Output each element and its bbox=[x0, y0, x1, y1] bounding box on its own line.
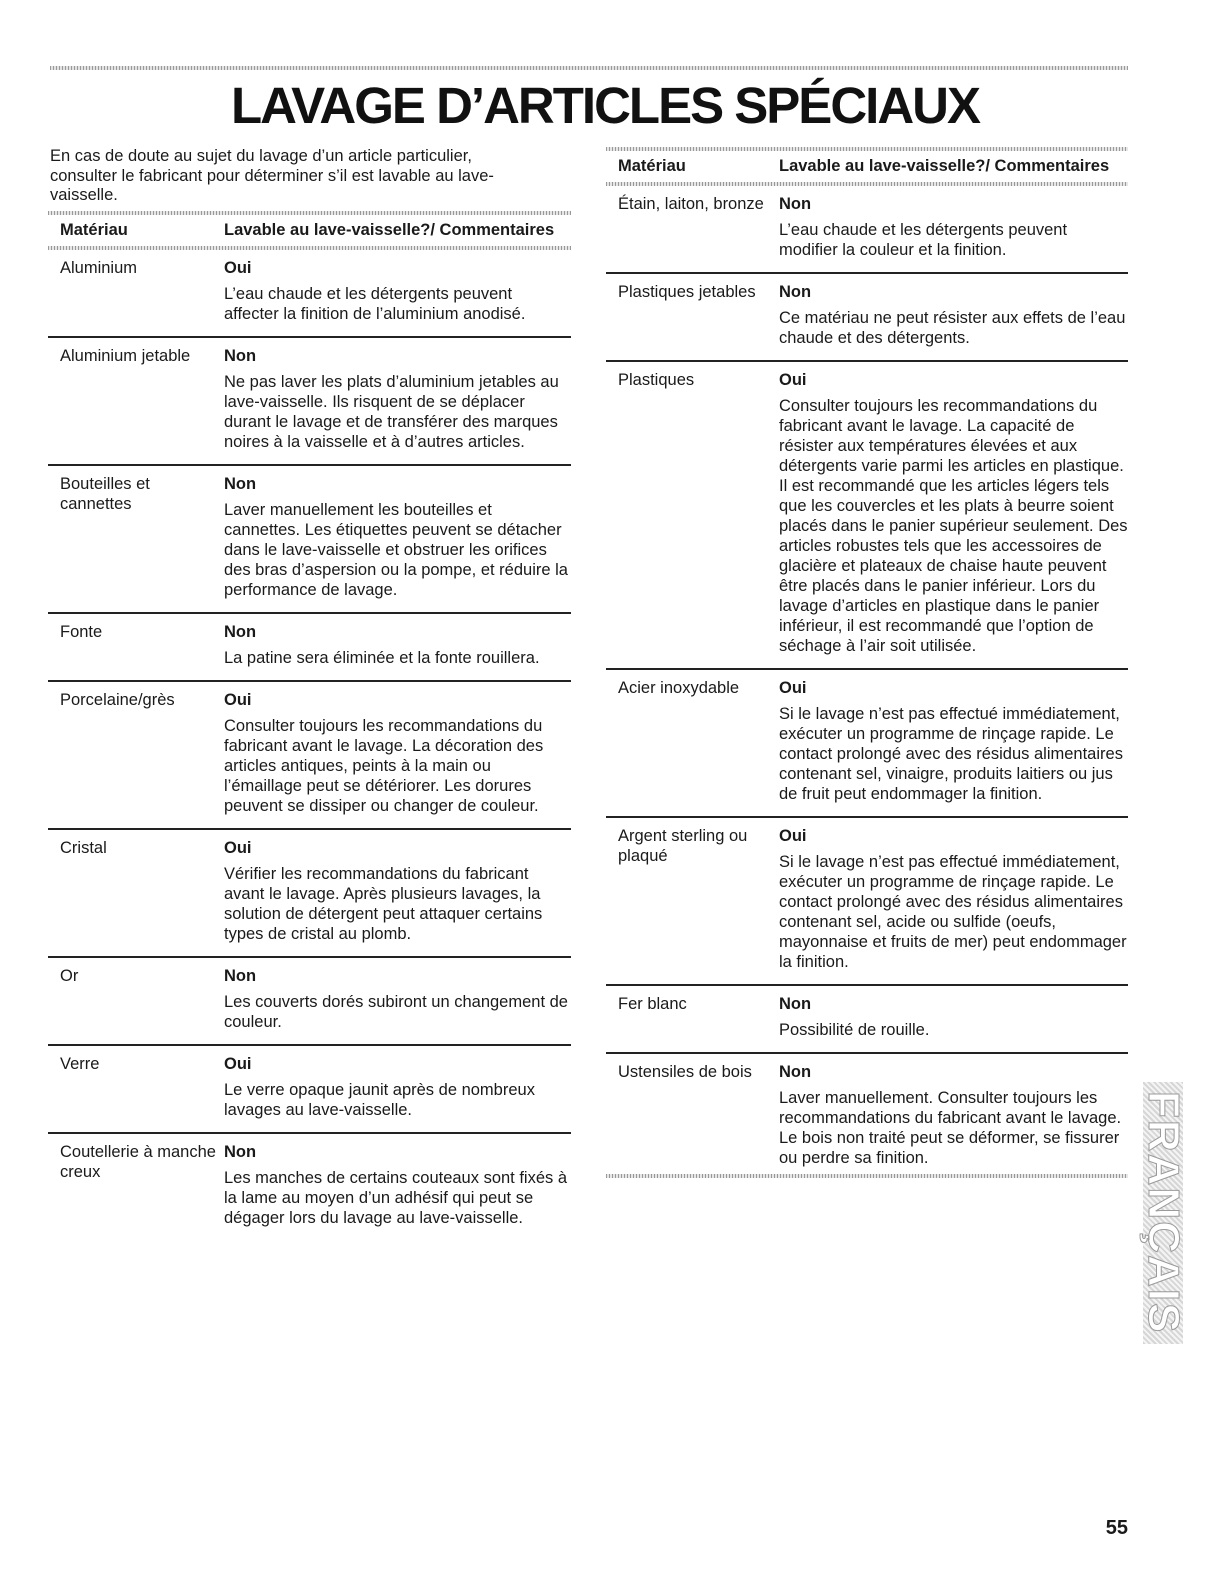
material-name: Fer blanc bbox=[618, 995, 687, 1013]
table-header bbox=[48, 215, 571, 246]
table-row bbox=[48, 338, 571, 466]
comment-text: Si le lavage n’est pas effectué immédiatement, exécuter un programme de rinçage rapide. Le contact prolongé avec des résidus alimentaires contenant sel, vinaigre, produits laitiers ou jus de fruit peut endommager la finition. bbox=[779, 705, 1123, 803]
material-name: Ustensiles de bois bbox=[618, 1063, 752, 1081]
comment-text: Possibilité de rouille. bbox=[779, 1021, 930, 1039]
comment-text: Vérifier les recommandations du fabricant avant le lavage. Après plusieurs lavages, la solution de détergent peut attaquer certains types de cristal au plomb. bbox=[224, 865, 543, 943]
comment-cell bbox=[779, 994, 1128, 1040]
material-name: Porcelaine/grès bbox=[60, 691, 175, 709]
page-number: 55 bbox=[1105, 1517, 1128, 1539]
dishwasher-verdict: Non bbox=[779, 995, 812, 1013]
comment-text: L’eau chaude et les détergents peuvent modifier la couleur et la finition. bbox=[779, 221, 1068, 259]
comment-text: Si le lavage n’est pas effectué immédiatement, exécuter un programme de rinçage rapide. Le contact prolongé avec des résidus alimentaires contenant sel, acide ou sulfide (oeufs, mayonnaise et fruits de mer) peut endommager la finition. bbox=[779, 853, 1127, 971]
comment-text: La patine sera éliminée et la fonte rouillera. bbox=[224, 649, 540, 667]
left-materials-table bbox=[48, 211, 571, 1234]
table-row bbox=[606, 818, 1128, 986]
language-side-tab-label: FRANÇAIS bbox=[1139, 1091, 1188, 1335]
comment-cell bbox=[779, 826, 1128, 972]
comment-text: Ce matériau ne peut résister aux effets de l’eau chaude et des détergents. bbox=[779, 309, 1126, 347]
comment-cell bbox=[779, 678, 1128, 804]
material-name: Acier inoxydable bbox=[618, 679, 740, 697]
comment-cell bbox=[779, 282, 1128, 348]
dishwasher-verdict: Non bbox=[224, 347, 257, 365]
material-name: Cristal bbox=[60, 839, 107, 857]
comment-text: Les couverts dorés subiront un changement de couleur. bbox=[224, 993, 568, 1031]
comment-cell bbox=[224, 690, 571, 816]
comment-text: Laver manuellement les bouteilles et cannettes. Les étiquettes peuvent se détacher dans le lave-vaisselle et obstruer les orifices des bras d’aspersion ou la pompe, et réduire la performance de lavage. bbox=[224, 501, 568, 599]
dishwasher-verdict: Non bbox=[779, 1063, 812, 1081]
dishwasher-verdict: Non bbox=[224, 623, 257, 641]
comment-text: L’eau chaude et les détergents peuvent affecter la finition de l’aluminium anodisé. bbox=[224, 285, 526, 323]
comment-cell bbox=[224, 1054, 571, 1120]
material-name: Aluminium jetable bbox=[60, 347, 191, 365]
dishwasher-verdict: Oui bbox=[779, 371, 807, 389]
table-row bbox=[48, 250, 571, 338]
table-row bbox=[48, 1046, 571, 1134]
dishwasher-verdict: Oui bbox=[779, 827, 807, 845]
comment-cell bbox=[779, 1062, 1128, 1168]
material-name: Étain, laiton, bronze bbox=[618, 195, 764, 213]
table-row bbox=[48, 1134, 571, 1234]
table-row bbox=[48, 958, 571, 1046]
right-table-body bbox=[606, 186, 1128, 1174]
header-material: Matériau bbox=[60, 221, 128, 239]
table-row bbox=[606, 362, 1128, 670]
comment-cell bbox=[779, 194, 1128, 260]
material-name: Aluminium bbox=[60, 259, 138, 277]
comment-text: Consulter toujours les recommandations du fabricant avant le lavage. La décoration des articles antiques, peints à la main ou l’émaillage peut se détériorer. Les dorures peuvent se dissiper ou changer de couleur. bbox=[224, 717, 544, 815]
right-materials-table bbox=[606, 147, 1128, 1178]
dishwasher-verdict: Oui bbox=[224, 839, 252, 857]
left-table-body bbox=[48, 250, 571, 1234]
comment-text: Le verre opaque jaunit après de nombreux lavages au lave-vaisselle. bbox=[224, 1081, 535, 1119]
comment-text: Consulter toujours les recommandations du fabricant avant le lavage. La capacité de résister aux températures élevées et aux détergents varie parmi les articles en plastique. Il est recommandé que les articles légers tels que les couvercles et les plats à beurre soient placés dans le panier supérieur seulement. Des articles robustes tels que les accessoires de glacière et plateaux de chaise haute peuvent être placés dans le panier inférieur. Lors du lavage d’articles en plastique dans le panier inférieur, il est recommandé que l’option de séchage à l’air soit utilisée. bbox=[779, 397, 1128, 655]
dishwasher-verdict: Oui bbox=[224, 259, 252, 277]
comment-cell bbox=[224, 1142, 571, 1228]
comment-cell bbox=[224, 258, 571, 324]
table-row bbox=[48, 682, 571, 830]
material-name: Or bbox=[60, 967, 79, 985]
material-name: Plastiques bbox=[618, 371, 695, 389]
table-bottom-rule bbox=[606, 1174, 1128, 1178]
comment-cell bbox=[224, 622, 571, 668]
comment-cell bbox=[224, 474, 571, 600]
dishwasher-verdict: Non bbox=[779, 195, 812, 213]
comment-cell bbox=[224, 838, 571, 944]
table-row bbox=[606, 186, 1128, 274]
dishwasher-verdict: Oui bbox=[224, 691, 252, 709]
intro-paragraph: En cas de doute au sujet du lavage d’un article particulier, consulter le fabricant pour déterminer s’il est lavable au lave-vaisselle. bbox=[50, 147, 494, 204]
top-dotted-rule bbox=[50, 66, 1128, 70]
material-name: Coutellerie à manche creux bbox=[60, 1143, 216, 1181]
dishwasher-verdict: Non bbox=[224, 1143, 257, 1161]
table-row bbox=[606, 986, 1128, 1054]
dishwasher-verdict: Oui bbox=[224, 1055, 252, 1073]
table-row bbox=[48, 830, 571, 958]
table-row bbox=[606, 274, 1128, 362]
material-name: Verre bbox=[60, 1055, 100, 1073]
dishwasher-verdict: Non bbox=[224, 475, 257, 493]
dishwasher-verdict: Oui bbox=[779, 679, 807, 697]
comment-cell bbox=[224, 966, 571, 1032]
table-row bbox=[606, 1054, 1128, 1174]
table-row bbox=[48, 614, 571, 682]
material-name: Argent sterling ou plaqué bbox=[618, 827, 748, 865]
header-comments: Lavable au lave-vaisselle?/ Commentaires bbox=[224, 221, 555, 239]
table-row bbox=[606, 670, 1128, 818]
header-comments: Lavable au lave-vaisselle?/ Commentaires bbox=[779, 157, 1110, 175]
material-name: Plastiques jetables bbox=[618, 283, 756, 301]
table-row bbox=[48, 466, 571, 614]
comment-text: Les manches de certains couteaux sont fixés à la lame au moyen d’un adhésif qui peut se dégager lors du lavage au lave-vaisselle. bbox=[224, 1169, 568, 1227]
material-name: Fonte bbox=[60, 623, 103, 641]
dishwasher-verdict: Non bbox=[224, 967, 257, 985]
header-material: Matériau bbox=[618, 157, 686, 175]
material-name: Bouteilles et cannettes bbox=[60, 475, 150, 513]
table-header bbox=[606, 151, 1128, 182]
comment-cell bbox=[224, 346, 571, 452]
comment-text: Laver manuellement. Consulter toujours les recommandations du fabricant avant le lavage. Le bois non traité peut se déformer, se fissurer ou perdre sa finition. bbox=[779, 1089, 1122, 1167]
comment-cell bbox=[779, 370, 1128, 656]
comment-text: Ne pas laver les plats d’aluminium jetables au lave-vaisselle. Ils risquent de se déplacer durant le lavage et de transférer des marques noires à la vaisselle et à d’autres articles. bbox=[224, 373, 559, 451]
page-title: LAVAGE D’ARTICLES SPÉCIAUX bbox=[230, 77, 979, 134]
dishwasher-verdict: Non bbox=[779, 283, 812, 301]
